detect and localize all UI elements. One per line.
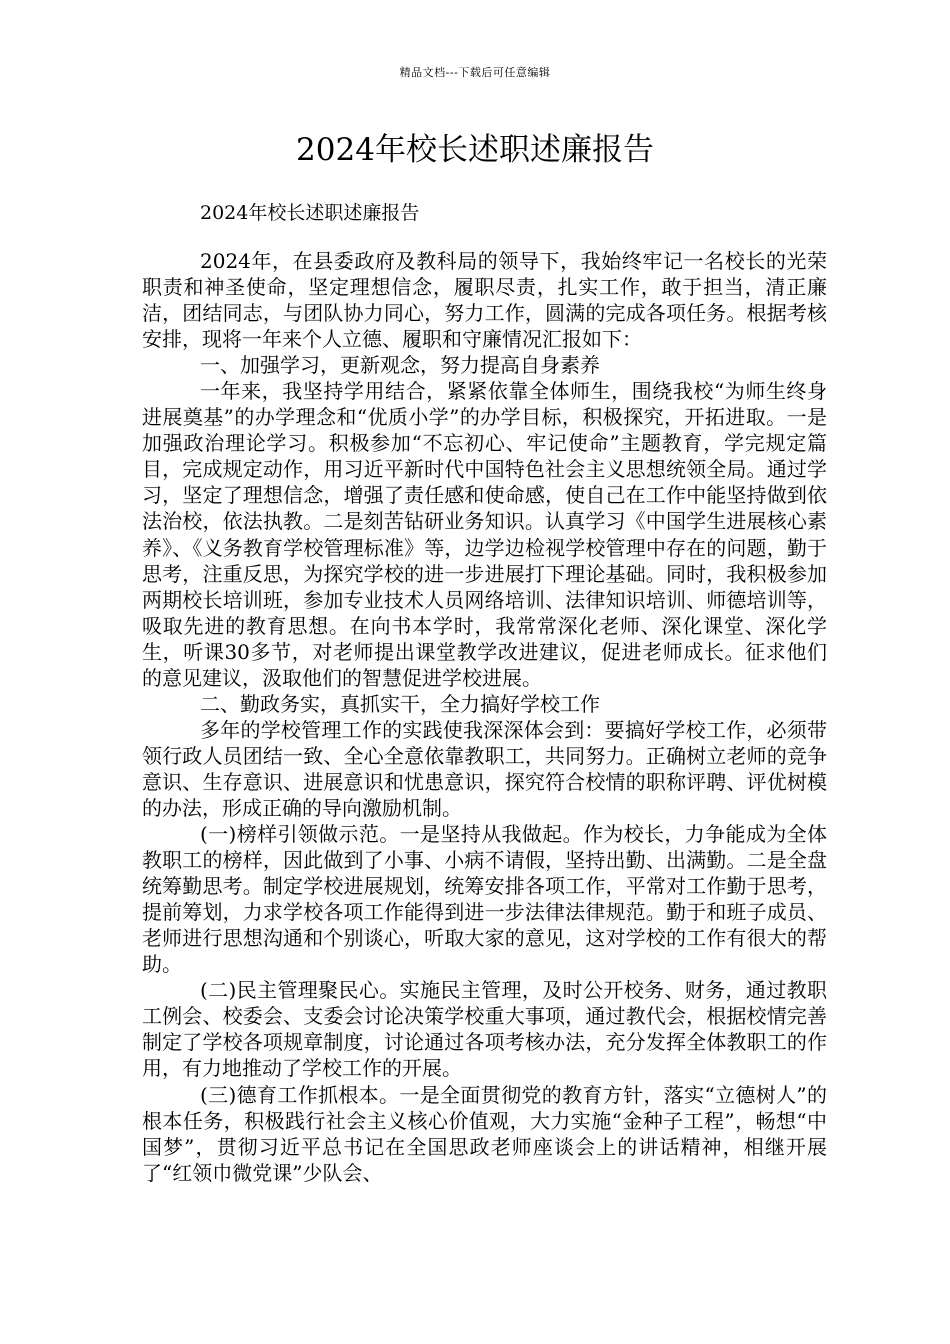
document-body: [142, 248, 827, 1186]
section-heading-2: 二、勤政务实，真抓实干，全力搞好学校工作: [200, 691, 600, 716]
paragraph-study: 一年来，我坚持学用结合，紧紧依靠全体师生，围绕我校“为师生终身进展奠基”的办学理念和“优质小学”的办学目标，积极探究，开拓进取。一是加强政治理论学习。积极参加“不忘初心、牢记使命”主题教育，学完规定篇目，完成规定动作，用习近平新时代中国特色社会主义思想统领全局。通过学习，坚定了理想信念，增强了责任感和使命感，使自己在工作中能坚持做到依法治校，依法执教。二是刻苦钻研业务知识。认真学习《中国学生进展核心素养》、《义务教育学校管理标准》等，边学边检视学校管理中存在的问题，勤于思考，注重反思，为探究学校的进一步进展打下理论基础。同时，我积极参加两期校长培训班，参加专业技术人员网络培训、法律知识培训、师德培训等，吸取先进的教育思想。在向书本学时，我常常深化老师、深化课堂、深化学生，听课30多节，对老师提出课堂教学改进建议，促进老师成长。征求他们的意见建议，汲取他们的智慧促进学校进展。: [142, 379, 827, 690]
paragraph-management: 多年的学校管理工作的实践使我深深体会到：要搞好学校工作，必须带领行政人员团结一致、全心全意依靠教职工，共同努力。正确树立老师的竞争意识、生存意识、进展意识和忧患意识，探究符合校情的职称评聘、评优树模的办法，形成正确的导向激励机制。: [142, 717, 827, 820]
paragraph-role-model: (一)榜样引领做示范。一是坚持从我做起。作为校长，力争能成为全体教职工的榜样，因此做到了小事、小病不请假，坚持出勤、出满勤。二是全盘统筹勤思考。制定学校进展规划，统筹安排各项工作，平常对工作勤于思考，提前筹划，力求学校各项工作能得到进一步法律法律规范。勤于和班子成员、老师进行思想沟通和个别谈心，听取大家的意见，这对学校的工作有很大的帮助。: [142, 822, 827, 977]
header-note: 精品文档---下载后可任意编辑: [399, 66, 551, 79]
paragraph-intro: 2024年，在县委政府及教科局的领导下，我始终牢记一名校长的光荣职责和神圣使命，坚定理想信念，履职尽责，扎实工作，敢于担当，清正廉洁，团结同志，与团队协力同心，努力工作，圆满的完成各项任务。根据考核安排，现将一年来个人立德、履职和守廉情况汇报如下：: [142, 249, 827, 352]
document-title: 2024年校长述职述廉报告: [296, 132, 654, 168]
document-subtitle: 2024年校长述职述廉报告: [200, 202, 420, 224]
section-heading-1: 一、加强学习，更新观念，努力提高自身素养: [200, 353, 600, 378]
paragraph-democratic: (二)民主管理聚民心。实施民主管理，及时公开校务、财务，通过教职工例会、校委会、支委会讨论决策学校重大事项，通过教代会，根据校情完善制定了学校各项规章制度，讨论通过各项考核办法，充分发挥全体教职工的作用，有力地推动了学校工作的开展。: [142, 978, 827, 1081]
paragraph-moral-education: (三)德育工作抓根本。一是全面贯彻党的教育方针，落实“立德树人”的根本任务，积极践行社会主义核心价值观，大力实施“金种子工程”，畅想“中国梦”，贯彻习近平总书记在全国思政老师座谈会上的讲话精神，相继开展了“红领巾微党课”少队会、: [142, 1082, 827, 1185]
